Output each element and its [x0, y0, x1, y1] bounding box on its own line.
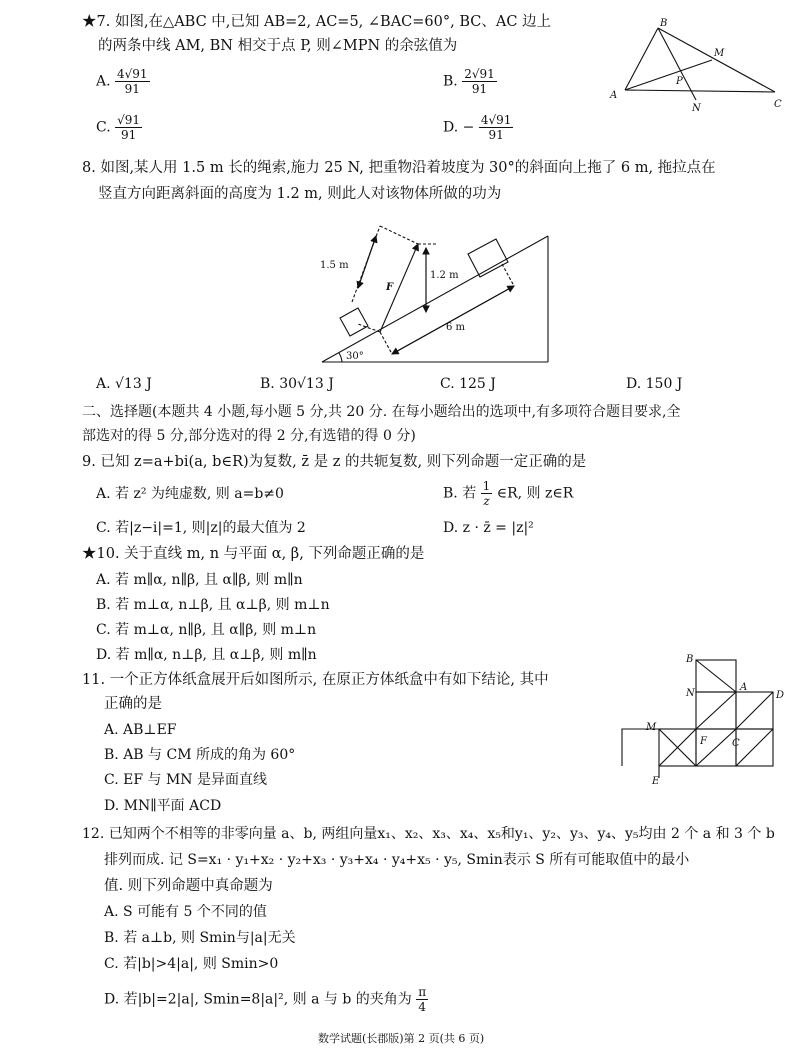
- q8-fig-dist-label: 6 m: [446, 322, 466, 333]
- q9-stem: 9. 已知 z=a+bi(a, b∈R)为复数, z̄ 是 z 的共轭复数, 则下列命题一定正确的是: [82, 454, 587, 470]
- q11-option-a[interactable]: A. AB⊥EF: [104, 722, 177, 738]
- q7-fig-label-c: C: [774, 99, 782, 110]
- q7-fig-label-b: B: [660, 18, 668, 29]
- q8-option-c[interactable]: C. 125 J: [440, 376, 496, 392]
- q10-stem: ★10. 关于直线 m, n 与平面 α, β, 下列命题正确的是: [82, 546, 425, 562]
- q10-option-a[interactable]: A. 若 m∥α, n∥β, 且 α∥β, 则 m∥n: [96, 572, 303, 588]
- q8-fig-force-label: F: [386, 282, 394, 293]
- q12-option-a[interactable]: A. S 可能有 5 个不同的值: [104, 904, 267, 920]
- q11-fig-label-n: N: [686, 688, 695, 699]
- page-footer: 数学试题(长郡版)第 2 页(共 6 页): [318, 1032, 485, 1045]
- q7-fig-label-p: P: [676, 76, 683, 87]
- q11-option-b[interactable]: B. AB 与 CM 所成的角为 60°: [104, 747, 296, 763]
- q11-fig-label-f: F: [700, 736, 707, 747]
- q11-option-c[interactable]: C. EF 与 MN 是异面直线: [104, 772, 267, 788]
- q12-option-b[interactable]: B. 若 a⊥b, 则 Smin与|a|无关: [104, 930, 296, 946]
- q12-stem-line3: 值. 则下列命题中真命题为: [104, 878, 273, 894]
- q8-fig-height-label: 1.2 m: [430, 270, 459, 281]
- q9-option-c[interactable]: C. 若|z−i|=1, 则|z|的最大值为 2: [96, 520, 306, 536]
- q8-fig-rope-label: 1.5 m: [320, 260, 349, 271]
- q7-fig-label-a: A: [610, 90, 618, 101]
- q8-option-d[interactable]: D. 150 J: [626, 376, 683, 392]
- q8-fig-angle-label: 30°: [346, 351, 364, 362]
- q12-option-d[interactable]: D. 若|b|=2|a|, Smin=8|a|², 则 a 与 b 的夹角为 $\frac{\pi}{4}$: [104, 985, 427, 1014]
- q8-slope-figure: [318, 214, 554, 368]
- q10-option-d[interactable]: D. 若 m∥α, n⊥β, 且 α⊥β, 则 m∥n: [96, 647, 317, 663]
- q9-option-b[interactable]: B. 若 $\frac{1}{z}$ ∈R, 则 z∈R: [443, 479, 574, 508]
- q8-option-a[interactable]: A. √13 J: [96, 376, 152, 392]
- q11-cube-net-figure: [614, 650, 790, 786]
- q8-stem-line1: 8. 如图,某人用 1.5 m 长的绳索,施力 25 N, 把重物沿着坡度为 30°的斜面向上拖了 6 m, 拖拉点在: [82, 160, 716, 176]
- q8-option-b[interactable]: B. 30√13 J: [260, 376, 334, 392]
- q9-option-d[interactable]: D. z · z̄ = |z|²: [443, 520, 534, 536]
- q7-option-b[interactable]: B. $\frac{2√91}{91}$: [443, 67, 495, 96]
- q7-fig-label-m: M: [714, 48, 725, 59]
- q7-option-d[interactable]: D. − $\frac{4√91}{91}$: [443, 113, 512, 142]
- q12-stem-line1: 12. 已知两个不相等的非零向量 a、b, 两组向量x₁、x₂、x₃、x₄、x₅和y₁、y₂、y₃、y₄、y₅均由 2 个 a 和 3 个 b: [82, 826, 775, 842]
- q10-option-b[interactable]: B. 若 m⊥α, n⊥β, 且 α⊥β, 则 m⊥n: [96, 597, 330, 613]
- q7-option-c[interactable]: C. $\frac{√91}{91}$: [96, 113, 141, 142]
- q12-stem-line2: 排列而成. 记 S=x₁ · y₁+x₂ · y₂+x₃ · y₃+x₄ · y₄+x₅ · y₅, Smin表示 S 所有可能取值中的最小: [104, 852, 690, 868]
- section2-header-line2: 部选对的得 5 分,部分选对的得 2 分,有选错的得 0 分): [82, 428, 416, 444]
- q11-fig-label-m: M: [646, 722, 657, 733]
- q7-stem-line2: 的两条中线 AM, BN 相交于点 P, 则∠MPN 的余弦值为: [98, 38, 458, 54]
- q7-triangle-figure: [600, 12, 790, 112]
- q7-option-a[interactable]: A. $\frac{4√91}{91}$: [96, 67, 148, 96]
- q11-option-d[interactable]: D. MN∥平面 ACD: [104, 798, 222, 814]
- q12-option-c[interactable]: C. 若|b|>4|a|, 则 Smin>0: [104, 956, 279, 972]
- q11-fig-label-c: C: [732, 738, 740, 749]
- section2-header-line1: 二、选择题(本题共 4 小题,每小题 5 分,共 20 分. 在每小题给出的选项中,有多项符合题目要求,全: [82, 404, 681, 420]
- q11-fig-label-e: E: [652, 776, 660, 786]
- q11-fig-label-b: B: [686, 654, 694, 665]
- q11-stem-line1: 11. 一个正方体纸盒展开后如图所示, 在原正方体纸盒中有如下结论, 其中: [82, 672, 549, 688]
- q11-fig-label-a: A: [740, 682, 748, 693]
- q10-option-c[interactable]: C. 若 m⊥α, n∥β, 且 α∥β, 则 m⊥n: [96, 622, 317, 638]
- q9-option-a[interactable]: A. 若 z² 为纯虚数, 则 a=b≠0: [96, 486, 284, 502]
- q11-fig-label-d: D: [776, 690, 785, 701]
- q7-stem-line1: ★7. 如图,在△ABC 中,已知 AB=2, AC=5, ∠BAC=60°, BC、AC 边上: [82, 14, 552, 30]
- q7-fig-label-n: N: [692, 103, 701, 112]
- q8-stem-line2: 竖直方向距离斜面的高度为 1.2 m, 则此人对该物体所做的功为: [98, 186, 502, 202]
- q11-stem-line2: 正确的是: [104, 696, 162, 712]
